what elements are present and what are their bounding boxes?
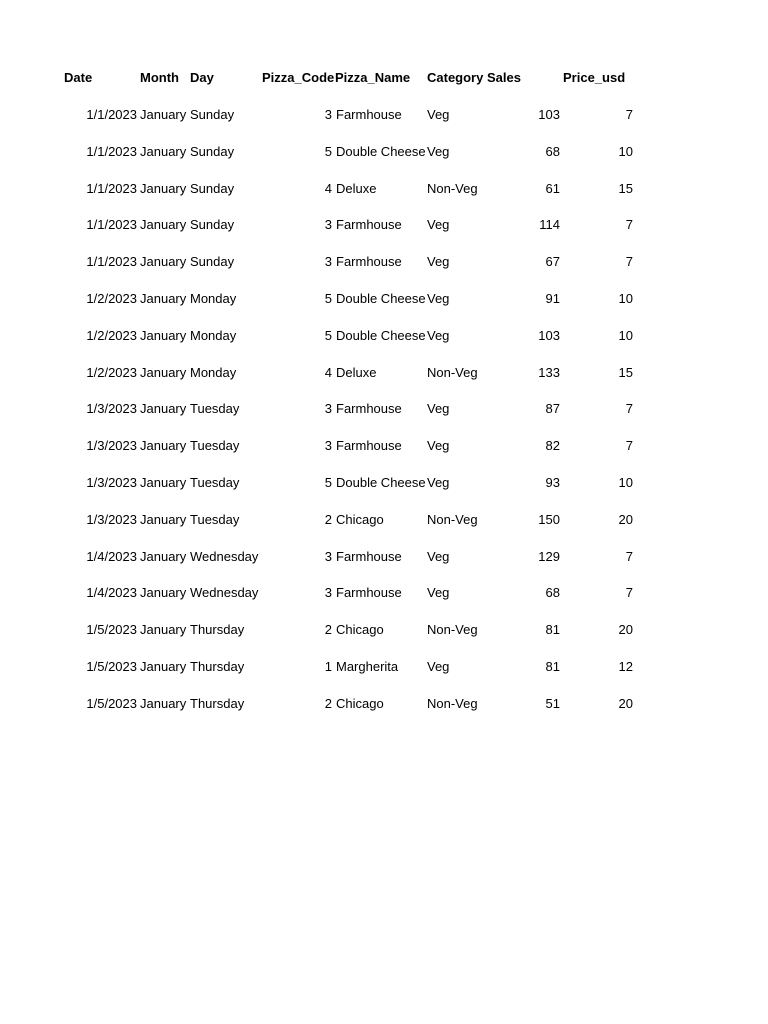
cell-price-usd: 10 bbox=[618, 291, 633, 306]
cell-date: 1/2/2023 bbox=[86, 327, 137, 343]
cell-day: Tuesday bbox=[190, 401, 240, 417]
cell-pizza-code: 1 bbox=[324, 659, 332, 674]
cell-category: Veg bbox=[427, 327, 450, 343]
cell-pizza-code: 3 bbox=[324, 438, 332, 454]
table-row bbox=[0, 289, 768, 309]
cell-sales: 67 bbox=[545, 254, 560, 270]
table-row bbox=[0, 326, 768, 346]
cell-sales: 82 bbox=[545, 438, 560, 454]
cell-month: January bbox=[140, 401, 187, 417]
cell-day: Tuesday bbox=[190, 475, 240, 490]
cell-category: Veg bbox=[427, 475, 450, 490]
cell-sales: 68 bbox=[545, 585, 560, 601]
cell-day: Monday bbox=[190, 364, 237, 380]
cell-day: Thursday bbox=[190, 622, 245, 638]
cell-sales: 103 bbox=[538, 107, 560, 122]
cell-pizza-name: Farmhouse bbox=[336, 401, 402, 417]
cell-category: Non-Veg bbox=[427, 180, 478, 196]
cell-pizza-code: 3 bbox=[324, 548, 332, 564]
cell-category: Non-Veg bbox=[427, 695, 478, 711]
cell-price-usd: 10 bbox=[618, 143, 633, 159]
header-pizza-name: Pizza_Name bbox=[335, 70, 411, 85]
cell-category: Veg bbox=[427, 291, 450, 306]
cell-category: Veg bbox=[427, 585, 450, 601]
cell-date: 1/1/2023 bbox=[86, 107, 137, 122]
cell-category: Veg bbox=[427, 438, 450, 454]
cell-date: 1/3/2023 bbox=[86, 475, 137, 490]
cell-pizza-name: Double Cheese bbox=[336, 475, 426, 490]
cell-day: Sunday bbox=[190, 217, 235, 233]
cell-day: Sunday bbox=[190, 180, 235, 196]
table-row bbox=[0, 473, 768, 493]
cell-sales: 129 bbox=[538, 548, 560, 564]
cell-day: Wednesday bbox=[190, 548, 259, 564]
cell-month: January bbox=[140, 585, 187, 601]
cell-price-usd: 7 bbox=[625, 254, 633, 270]
cell-pizza-name: Chicago bbox=[336, 511, 384, 527]
cell-day: Tuesday bbox=[190, 511, 240, 527]
cell-date: 1/1/2023 bbox=[86, 254, 137, 270]
cell-price-usd: 15 bbox=[618, 180, 633, 196]
cell-price-usd: 20 bbox=[618, 511, 633, 527]
cell-pizza-code: 3 bbox=[324, 254, 332, 270]
cell-pizza-code: 3 bbox=[324, 107, 332, 122]
cell-pizza-name: Farmhouse bbox=[336, 438, 402, 454]
cell-pizza-name: Farmhouse bbox=[336, 585, 402, 601]
cell-day: Thursday bbox=[190, 659, 245, 674]
header-date: Date bbox=[64, 70, 93, 85]
cell-date: 1/4/2023 bbox=[86, 585, 137, 601]
cell-price-usd: 20 bbox=[618, 695, 633, 711]
cell-pizza-code: 4 bbox=[324, 364, 332, 380]
cell-sales: 51 bbox=[545, 695, 560, 711]
cell-date: 1/4/2023 bbox=[86, 548, 137, 564]
cell-pizza-code: 2 bbox=[324, 511, 332, 527]
cell-pizza-name: Farmhouse bbox=[336, 217, 402, 233]
cell-sales: 81 bbox=[545, 659, 560, 674]
cell-category: Non-Veg bbox=[427, 622, 478, 638]
cell-sales: 103 bbox=[538, 327, 560, 343]
cell-sales: 87 bbox=[545, 401, 560, 417]
cell-day: Monday bbox=[190, 291, 237, 306]
cell-price-usd: 15 bbox=[618, 364, 633, 380]
header-pizza-code: Pizza_Code bbox=[262, 70, 335, 85]
cell-day: Thursday bbox=[190, 695, 245, 711]
cell-date: 1/1/2023 bbox=[86, 143, 137, 159]
cell-pizza-code: 3 bbox=[324, 585, 332, 601]
table-row bbox=[0, 179, 768, 199]
cell-pizza-code: 2 bbox=[324, 695, 332, 711]
header-sales: Sales bbox=[487, 70, 521, 85]
cell-price-usd: 12 bbox=[618, 659, 633, 674]
cell-month: January bbox=[140, 548, 187, 564]
cell-day: Sunday bbox=[190, 107, 235, 122]
cell-pizza-code: 3 bbox=[324, 401, 332, 417]
cell-date: 1/3/2023 bbox=[86, 511, 137, 527]
cell-sales: 91 bbox=[545, 291, 560, 306]
cell-pizza-code: 2 bbox=[324, 622, 332, 638]
cell-month: January bbox=[140, 291, 187, 306]
table-row bbox=[0, 215, 768, 235]
cell-price-usd: 20 bbox=[618, 622, 633, 638]
cell-month: January bbox=[140, 475, 187, 490]
cell-pizza-code: 5 bbox=[324, 143, 332, 159]
header-day: Day bbox=[190, 70, 214, 85]
cell-day: Monday bbox=[190, 327, 237, 343]
cell-month: January bbox=[140, 107, 187, 122]
cell-sales: 114 bbox=[539, 217, 560, 233]
cell-price-usd: 7 bbox=[625, 585, 633, 601]
cell-day: Wednesday bbox=[190, 585, 259, 601]
cell-day: Sunday bbox=[190, 143, 235, 159]
table-row bbox=[0, 363, 768, 383]
cell-pizza-name: Deluxe bbox=[336, 364, 377, 380]
cell-date: 1/2/2023 bbox=[86, 364, 137, 380]
cell-price-usd: 7 bbox=[625, 107, 633, 122]
cell-month: January bbox=[140, 511, 187, 527]
cell-date: 1/1/2023 bbox=[86, 180, 137, 196]
cell-pizza-code: 4 bbox=[324, 180, 332, 196]
cell-date: 1/1/2023 bbox=[86, 217, 137, 233]
cell-pizza-name: Farmhouse bbox=[336, 254, 402, 270]
cell-sales: 68 bbox=[545, 143, 560, 159]
header-row bbox=[0, 68, 768, 88]
cell-category: Veg bbox=[427, 107, 450, 122]
table-row bbox=[0, 547, 768, 567]
cell-pizza-code: 5 bbox=[324, 291, 332, 306]
cell-month: January bbox=[140, 364, 187, 380]
cell-pizza-name: Margherita bbox=[336, 659, 399, 674]
header-price-usd: Price_usd bbox=[563, 70, 626, 85]
table-row bbox=[0, 142, 768, 162]
cell-month: January bbox=[140, 180, 187, 196]
cell-category: Veg bbox=[427, 401, 450, 417]
cell-pizza-name: Double Cheese bbox=[336, 291, 426, 306]
table-row bbox=[0, 657, 768, 677]
cell-price-usd: 7 bbox=[625, 548, 633, 564]
table-row bbox=[0, 252, 768, 272]
cell-month: January bbox=[140, 327, 187, 343]
cell-price-usd: 7 bbox=[625, 401, 633, 417]
cell-pizza-name: Double Cheese bbox=[336, 327, 426, 343]
cell-month: January bbox=[140, 695, 187, 711]
cell-price-usd: 10 bbox=[618, 327, 633, 343]
cell-month: January bbox=[140, 217, 187, 233]
cell-price-usd: 10 bbox=[618, 475, 633, 490]
cell-pizza-name: Farmhouse bbox=[336, 107, 402, 122]
cell-category: Veg bbox=[427, 254, 450, 270]
cell-date: 1/3/2023 bbox=[86, 401, 137, 417]
cell-category: Non-Veg bbox=[427, 511, 478, 527]
cell-category: Veg bbox=[427, 548, 450, 564]
table-row bbox=[0, 620, 768, 640]
cell-month: January bbox=[140, 143, 187, 159]
cell-pizza-name: Double Cheese bbox=[336, 143, 426, 159]
cell-category: Veg bbox=[427, 217, 450, 233]
header-month: Month bbox=[140, 70, 179, 85]
cell-category: Veg bbox=[427, 659, 450, 674]
cell-sales: 61 bbox=[545, 180, 560, 196]
cell-pizza-name: Deluxe bbox=[336, 180, 377, 196]
cell-month: January bbox=[140, 254, 187, 270]
cell-month: January bbox=[140, 659, 187, 674]
header-category: Category bbox=[427, 70, 484, 85]
cell-date: 1/5/2023 bbox=[86, 622, 137, 638]
cell-date: 1/5/2023 bbox=[86, 659, 137, 674]
table-row bbox=[0, 399, 768, 419]
cell-date: 1/2/2023 bbox=[86, 291, 137, 306]
cell-pizza-code: 5 bbox=[324, 475, 332, 490]
cell-day: Tuesday bbox=[190, 438, 240, 454]
table-row bbox=[0, 694, 768, 714]
cell-pizza-name: Chicago bbox=[336, 622, 384, 638]
cell-sales: 93 bbox=[545, 475, 560, 490]
table-row bbox=[0, 583, 768, 603]
cell-day: Sunday bbox=[190, 254, 235, 270]
table-row bbox=[0, 510, 768, 530]
cell-category: Veg bbox=[427, 143, 450, 159]
cell-sales: 81 bbox=[545, 622, 560, 638]
cell-month: January bbox=[140, 438, 187, 454]
table-row bbox=[0, 105, 768, 125]
cell-sales: 133 bbox=[538, 364, 560, 380]
cell-price-usd: 7 bbox=[625, 217, 633, 233]
cell-pizza-name: Farmhouse bbox=[336, 548, 402, 564]
cell-month: January bbox=[140, 622, 187, 638]
table-row bbox=[0, 436, 768, 456]
cell-pizza-code: 5 bbox=[324, 327, 332, 343]
cell-pizza-code: 3 bbox=[324, 217, 332, 233]
cell-pizza-name: Chicago bbox=[336, 695, 384, 711]
cell-date: 1/5/2023 bbox=[86, 695, 137, 711]
cell-category: Non-Veg bbox=[427, 364, 478, 380]
cell-price-usd: 7 bbox=[625, 438, 633, 454]
cell-sales: 150 bbox=[538, 511, 560, 527]
cell-date: 1/3/2023 bbox=[86, 438, 137, 454]
